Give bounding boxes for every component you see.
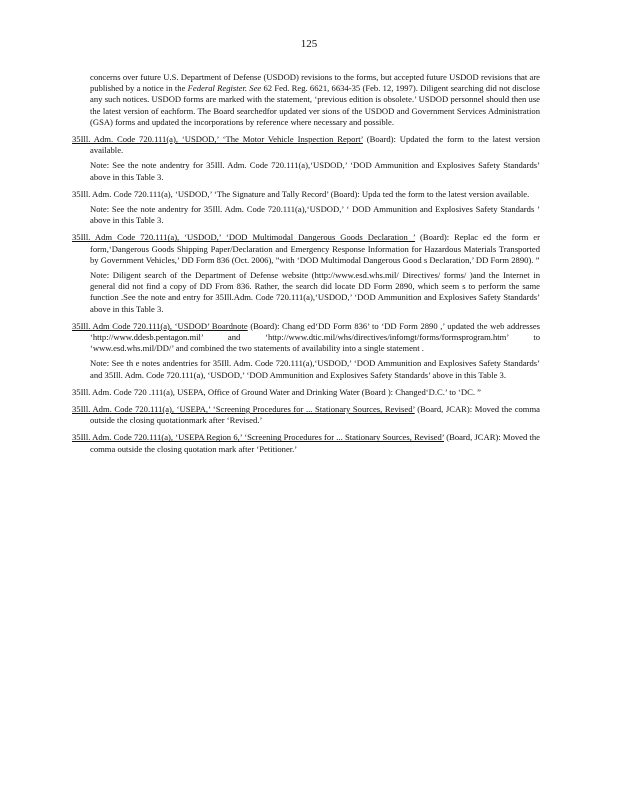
entry-note: Note: See th e notes andentries for 35Ill. Adm. Code 720.111(a),‘USDOD,’ ‘DOD Ammunition and Explosives Safety Standards’ and 35Ill. Adm. Code 720.111(a), ‘USDOD,’ ‘DOD Ammunition and Explosives Safety Standards’ above in this Table 3.: [90, 358, 540, 380]
entry-6: [72, 432, 540, 454]
entry-text: [72, 387, 540, 398]
entry-5: [72, 404, 540, 426]
entry-heading: 35Ill. Adm. Code 720.111(a), ‘USDOD,’ ‘The Motor Vehicle Inspection Report’: [72, 134, 363, 145]
intro-paragraph: [72, 72, 540, 128]
entry-body: (Board, JCAR): Moved the comma outside the closing quotationmark after ‘Revised.’: [90, 404, 540, 426]
entry-body: (Board): Chang ed‘DD Form 836’ to ‘DD Form 2890 ,’ updated the web addresses ‘http://www.ddesb.pentagon.mil’ and ‘http://www.dtic.mil/whs/directives/infomgt/forms/formsprogram.htm’ to ‘www.esd.whs.mil/DD/’ and combined the two statements of availability into a single statement .: [90, 320, 540, 354]
entry-note: Note: See the note andentry for 35Ill. Adm. Code 720.111(a),‘USDOD,’ ‘ DOD Ammunition and Explosives Safety Standards ’ above in this Table 3.: [90, 204, 540, 226]
entry-1: [72, 189, 540, 227]
entry-text: [72, 232, 540, 266]
entry-body: (Board): Replac ed the form er form,‘Dangerous Goods Shipping Paper/Declaration and Emergency Response Information for Hazardous Materials Transported by Government Vehicles,’ DD Form 836 (Oct. 2006), ”with ‘DOD Multimodal Dangerous Good s Declaration,’ DD Form 2890). ”: [90, 232, 540, 265]
entry-heading: 35Ill. Adm. Code 720.111(a), ‘USEPA,’ ‘Screening Procedures for ... Stationary Sources, Revised’: [72, 404, 415, 415]
page-body: [72, 72, 540, 461]
page-number: 125: [300, 38, 318, 50]
entry-body: (Board): Updated the form to the latest version available.: [90, 134, 540, 156]
entry-text: [72, 134, 540, 156]
entry-text: [72, 404, 540, 426]
intro-text: concerns over future U.S. Department of Defense (USDOD) revisions to the forms, but accepted future USDOD revisions that are published by a notice in the: [90, 72, 540, 94]
entry-body: (Board, JCAR): Moved the comma outside the closing quotation mark after ‘Petitioner.’: [90, 432, 541, 454]
entry-body: 35Ill. Adm. Code 720.111(a), ‘USDOD,’ ‘The Signature and Tally Record’ (Board): Upda ted the form to the latest version available.: [72, 188, 530, 199]
entry-heading: 35Ill. Adm Code 720.111(a), ‘USDOD,’ ‘DOD Multimodal Dangerous Goods Declaration ’: [72, 232, 416, 243]
entry-0: [72, 134, 540, 183]
entry-text: [72, 189, 540, 200]
entry-3: [72, 321, 540, 381]
entry-text: [72, 321, 540, 355]
entry-note: Note: Diligent search of the Department of Defense website (http://www.esd.whs.mil/ Directives/ forms/ )and the Internet in general did not find a copy of DD From 836. Rather, the search did locate DD Form 2890, which seem s to perform the same function .See the note and entry for 35Ill.Adm. Code 720.111(a),‘USDOD,’ ‘DOD Ammunition and Explosives Safety Standards’ above in this Table 3.: [90, 270, 540, 314]
intro-italic: Federal Register: [187, 83, 245, 94]
intro-see: . See: [244, 83, 262, 94]
entry-text: [72, 432, 540, 454]
intro-rest: 62 Fed. Reg. 6621, 6634-35 (Feb. 12, 1997). Diligent searching did not disclose any such notices. USDOD forms are marked with the statement, ‘previous edition is obsolete.’ USDOD personnel should then use the latest version of eachform. The Board searchedfor updated ver sions of the USDOD and Government Services Administration (GSA) forms and updated the incorporations by reference where necessary and possible.: [90, 83, 540, 127]
entry-heading: 35Ill. Adm Code 720.111(a), ‘USDOD’ Boardnote: [72, 320, 248, 331]
entry-note: Note: See the note andentry for 35Ill. Adm. Code 720.111(a),‘USDOD,’ ‘DOD Ammunition and Explosives Safety Standards’ above in this Table 3.: [90, 160, 540, 182]
entry-body: 35Ill. Adm. Code 720 .111(a), USEPA, Office of Ground Water and Drinking Water (Board ): Changed‘D.C.’ to ‘DC. ”: [72, 386, 481, 397]
entry-4: [72, 387, 540, 398]
entry-2: [72, 232, 540, 314]
entry-heading: 35Ill. Adm. Code 720.111(a), ‘USEPA Region 6,’ ‘Screening Procedures for ... Stationary Sources, Revised’: [72, 432, 444, 443]
